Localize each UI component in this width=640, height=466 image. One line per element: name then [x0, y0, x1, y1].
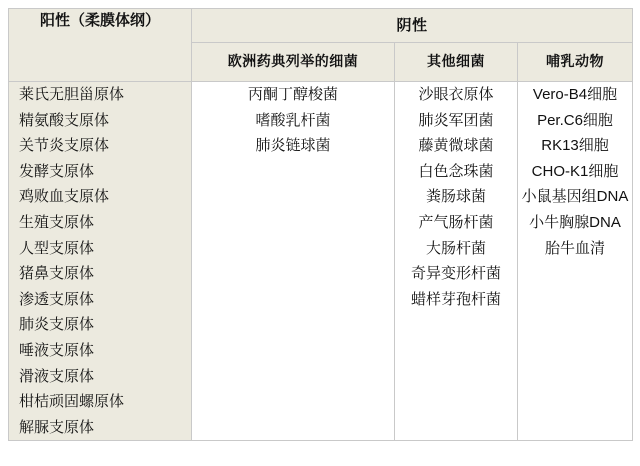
list-item: 鸡败血支原体 — [19, 188, 110, 206]
header-other-bacteria-label: 其他细菌 — [427, 53, 485, 70]
header-positive-cell — [9, 9, 192, 82]
list-item: 沙眼衣原体 — [418, 86, 494, 103]
header-negative-label: 阴性 — [396, 17, 428, 34]
list-item: 肺炎军团菌 — [418, 111, 494, 129]
header-other-bacteria-cell — [395, 43, 518, 82]
other-bacteria-column — [395, 82, 518, 441]
table-header-row-1 — [9, 9, 633, 43]
list-item: 嗜酸乳杆菌 — [255, 111, 331, 129]
list-item: 唾液支原体 — [19, 341, 95, 359]
list-item: 滑液支原体 — [19, 367, 95, 385]
list-item: 人型支原体 — [19, 239, 95, 257]
header-positive-label: 阳性（柔膜体纲） — [39, 12, 160, 29]
list-item: 大肠杆菌 — [425, 239, 486, 257]
list-item: 产气肠杆菌 — [418, 213, 494, 231]
list-item: Vero-B4细胞 — [532, 86, 618, 103]
positive-column — [9, 82, 192, 441]
list-item: 生殖支原体 — [19, 213, 95, 231]
list-item: 粪肠球菌 — [425, 188, 486, 206]
list-item: 小鼠基因组DNA — [521, 188, 629, 206]
eu-pharmacopoeia-column — [192, 82, 395, 441]
list-item: 解脲支原体 — [19, 418, 95, 436]
list-item: 柑桔顽固螺原体 — [19, 393, 125, 411]
header-mammal-label: 哺乳动物 — [546, 53, 604, 70]
list-item: 丙酮丁醇梭菌 — [247, 86, 338, 103]
list-item: 莱氏无胆甾原体 — [19, 86, 125, 103]
list-item: CHO-K1细胞 — [531, 162, 619, 180]
list-item: 关节炎支原体 — [19, 137, 110, 155]
header-negative-cell — [192, 9, 633, 43]
list-item: 白色念珠菌 — [418, 162, 494, 180]
list-item: 胎牛血清 — [544, 239, 605, 257]
list-item: 小牛胸腺DNA — [529, 213, 621, 231]
list-item: 藤黄微球菌 — [418, 137, 494, 155]
list-item: Per.C6细胞 — [537, 111, 613, 129]
table-body-row — [9, 82, 633, 441]
list-item: 蜡样芽孢杆菌 — [410, 290, 501, 308]
list-item: 渗透支原体 — [19, 290, 95, 308]
list-item: 肺炎支原体 — [19, 316, 95, 334]
list-item: 发酵支原体 — [19, 162, 95, 180]
list-item: 猪鼻支原体 — [19, 265, 95, 283]
specificity-table — [8, 8, 633, 441]
list-item: 精氨酸支原体 — [19, 111, 110, 129]
list-item: 奇异变形杆菌 — [410, 265, 501, 283]
header-eu-pharmacopoeia-label: 欧洲药典列举的细菌 — [227, 53, 359, 70]
list-item: 肺炎链球菌 — [255, 137, 331, 155]
header-eu-pharmacopoeia-cell — [192, 43, 395, 82]
list-item: RK13细胞 — [541, 137, 609, 155]
header-mammal-cell — [518, 43, 633, 82]
mammal-column — [518, 82, 633, 441]
